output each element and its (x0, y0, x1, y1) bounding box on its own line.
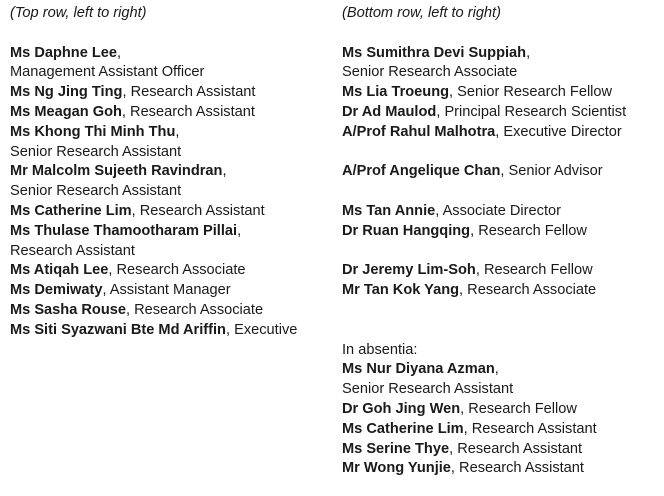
person-name: A/Prof Rahul Malhotra (342, 123, 496, 140)
separator: , (435, 202, 440, 219)
right-entry-groups (342, 44, 660, 301)
person-entry (342, 440, 660, 460)
person-role: Executive Director (503, 123, 622, 140)
separator: , (449, 84, 454, 101)
person-entry (10, 301, 330, 321)
separator: , (225, 321, 231, 338)
person-name: Mr Malcolm Sujeeth Ravindran (10, 163, 223, 180)
person-role: Senior Research Assistant (342, 381, 514, 398)
person-entry (342, 123, 660, 143)
person-entry (10, 103, 330, 123)
person-role: Senior Advisor (508, 163, 603, 180)
person-name: A/Prof Angelique Chan (342, 163, 501, 180)
entry-group (342, 162, 660, 182)
person-entry (342, 162, 660, 182)
right-heading: (Bottom row, left to right) (342, 5, 501, 21)
person-role: Research Assistant (457, 440, 583, 457)
person-name: Ms Lia Troeung (342, 84, 450, 101)
person-role: Senior Research Associate (342, 64, 518, 81)
person-role: Associate Director (442, 202, 561, 219)
person-role: Research Fellow (468, 400, 577, 417)
person-role: Assistant Manager (109, 282, 231, 299)
person-role: Research Assistant (139, 202, 265, 219)
separator: , (475, 262, 480, 279)
left-entry-list (10, 44, 330, 341)
person-entry (342, 83, 660, 103)
absentia-entry-list (342, 360, 660, 479)
separator: , (121, 103, 126, 120)
person-name: Dr Jeremy Lim-Soh (342, 262, 476, 279)
person-name: Ms Catherine Lim (342, 420, 464, 437)
person-name: Ms Ng Jing Ting (10, 84, 123, 101)
separator: , (122, 84, 127, 101)
separator: , (125, 301, 131, 318)
person-entry (342, 420, 660, 440)
person-entry (342, 459, 660, 479)
person-role: Research Fellow (483, 262, 593, 279)
separator: , (449, 440, 454, 457)
person-entry (342, 400, 660, 420)
person-entry (342, 261, 660, 281)
separator: , (117, 44, 122, 61)
person-entry (10, 261, 330, 281)
person-name: Ms Meagan Goh (10, 103, 122, 120)
person-name: Ms Khong Thi Minh Thu (10, 123, 176, 140)
person-name: Mr Tan Kok Yang (342, 282, 460, 299)
separator: , (436, 103, 441, 120)
entry-group (342, 44, 660, 143)
person-entry (342, 103, 660, 123)
person-role: Research Fellow (478, 222, 587, 239)
person-role: Research Assistant (459, 460, 584, 477)
person-name: Dr Goh Jing Wen (342, 400, 461, 417)
separator: , (450, 460, 455, 477)
left-column (10, 4, 330, 341)
person-name: Ms Serine Thye (342, 440, 450, 457)
separator: , (463, 420, 468, 437)
person-role: Principal Research Scientist (444, 103, 627, 120)
spacer (342, 143, 660, 163)
separator: , (131, 202, 136, 219)
entry-group (342, 261, 660, 301)
separator: , (470, 222, 475, 239)
person-role: Research Assistant (471, 420, 597, 437)
separator: , (222, 163, 227, 180)
spacer (342, 242, 660, 262)
separator: , (237, 222, 242, 239)
person-role: Executive (234, 321, 298, 338)
left-heading: (Top row, left to right) (10, 5, 147, 21)
spacer (342, 321, 660, 341)
person-name: Ms Demiwaty (10, 282, 103, 299)
person-role: Senior Research Assistant (10, 183, 182, 200)
entry-group (342, 202, 660, 242)
person-role: Management Assistant Officer (10, 64, 205, 81)
person-role: Research Associate (134, 301, 264, 318)
person-entry (10, 222, 330, 262)
person-name: Ms Catherine Lim (10, 202, 132, 219)
person-name: Ms Atiqah Lee (10, 262, 109, 279)
person-name: Mr Wong Yunjie (342, 460, 451, 477)
person-role: Research Assistant (10, 242, 135, 259)
person-name: Ms Sumithra Devi Suppiah (342, 44, 527, 61)
person-entry (10, 44, 330, 84)
separator: , (495, 123, 500, 140)
person-entry (10, 123, 330, 163)
spacer (342, 182, 660, 202)
person-entry (10, 162, 330, 202)
separator: , (460, 400, 465, 417)
separator: , (108, 262, 113, 279)
right-column (342, 4, 660, 479)
person-entry (10, 321, 330, 341)
person-name: Ms Siti Syazwani Bte Md Ariffin (10, 321, 226, 338)
separator: , (494, 361, 499, 378)
person-entry (342, 360, 660, 400)
person-name: Dr Ruan Hangqing (342, 222, 471, 239)
person-role: Research Associate (116, 262, 246, 279)
spacer (342, 301, 660, 321)
separator: , (526, 44, 531, 61)
person-name: Ms Tan Annie (342, 202, 436, 219)
in-absentia-label: In absentia: (342, 341, 418, 358)
person-entry (10, 281, 330, 301)
person-role: Senior Research Fellow (457, 84, 613, 101)
person-name: Ms Daphne Lee (10, 44, 118, 61)
person-name: Ms Sasha Rouse (10, 301, 126, 318)
person-entry (10, 202, 330, 222)
person-name: Dr Ad Maulod (342, 103, 437, 120)
separator: , (500, 163, 505, 180)
separator: , (175, 123, 180, 140)
person-role: Research Associate (467, 282, 597, 299)
person-name: Ms Thulase Thamootharam Pillai (10, 222, 238, 239)
person-entry (342, 202, 660, 222)
person-entry (342, 44, 660, 84)
separator: , (459, 282, 464, 299)
person-role: Research Assistant (130, 103, 255, 120)
person-role: Research Assistant (130, 84, 256, 101)
person-role: Senior Research Assistant (10, 143, 182, 160)
person-name: Ms Nur Diyana Azman (342, 361, 495, 378)
separator: , (102, 282, 107, 299)
person-entry (342, 281, 660, 301)
person-entry (342, 222, 660, 242)
person-entry (10, 83, 330, 103)
